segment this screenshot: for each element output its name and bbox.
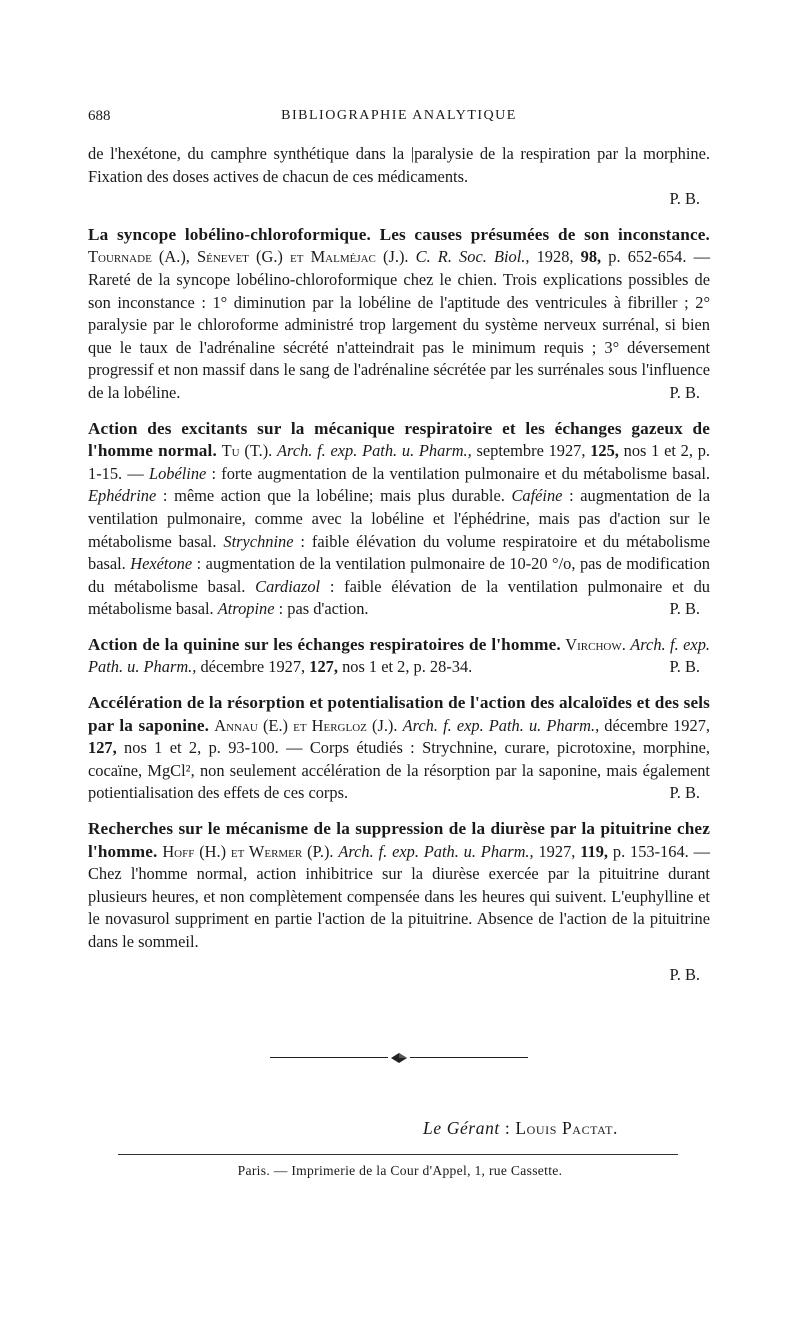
printer-imprint: Paris. — Imprimerie de la Cour d'Appel, 1, rue Cassette. [237,1163,563,1178]
bibliography-entry [88,224,710,405]
entry-date: décembre 1927, [604,715,710,735]
bibliography-entry [88,692,710,805]
ornament-line-left [270,1057,388,1058]
ornament-divider [270,1052,528,1064]
entry-pages: nos 1 et 2, p. 1-15. [88,441,710,483]
entry-year: 1928, [536,247,574,267]
entry-abstract: — Chez l'homme normal, action inhibitrice sur la diurèse exercée par la pituitrine durant plusieurs heures, et non complètement compensée dans les heures qui suivent. L'euphylline et le novasurol suppriment en partie l'action de la pituitrine. Absence de l'action de la pituitrine dans le sommeil. [88,841,710,951]
entry-pages: nos 1 et 2, p. 28-34. [342,657,473,677]
entry-signature: P. B. [669,599,700,619]
entry-authors: Hoff (H.) et Wermer (P.). [162,841,334,861]
page-header [88,108,710,128]
entry-signature: P. B. [669,382,700,402]
substance-name: Caféine [511,486,563,506]
bibliography-entry [88,818,710,986]
abstract-text: : forte augmentation de la ventilation pulmonaire et du métabolisme basal. [206,463,710,483]
entry-authors: Tu (T.). [221,441,273,461]
abstract-text: — [122,463,149,483]
page-number: 688 [88,108,111,124]
abstract-text: : faible élévation du volume respiratoire et du métabolisme basal. [88,531,710,574]
entry-journal: Arch. f. exp. Path. u. Pharm., [88,634,710,677]
footer-rule [118,1154,678,1155]
entry-authors: Annau (E.) et Hergloz (J.). [214,715,398,735]
gerant-separator: : [499,1118,516,1138]
abstract-text: : augmentation de la ventilation pulmonaire, comme avec la lobéline et l'éphédrine, mais pas d'action sur le métabolisme basal. [88,486,710,551]
diamond-ornament-icon [390,1052,408,1064]
bibliography-body [88,143,710,986]
ornament-line-right [410,1057,528,1058]
entry-volume: 125, [590,441,619,461]
substance-name: Strychnine [223,531,294,551]
entry-volume: 119, [580,841,609,861]
gerant-signature [423,1118,618,1139]
entry-pages: p. 153-164. [612,841,689,861]
entry-journal: C. R. Soc. Biol., [415,247,530,267]
entry-text: de l'hexétone, du camphre synthétique dans la |paralysie de la respiration par la morphine. Fixation des doses actives de chacun de ces médicaments. [88,144,710,186]
entry-abstract: — Rareté de la syncope lobélino-chloroformique chez le chien. Trois explications possibles de son inconstance : 1° diminution par la lobéline de l'aptitude des ventricules à fibriller ; 2° paralysie par le chloroforme administré trop largement du système nerveux surrénal, si bien que le taux de l'adrénaline sécrété n'atteindrait pas le minimum requis ; 3° déversement progressif et non massif dans le sang de l'adrénaline sécrétée par les surrénales sous l'influence de la lobéline. [88,247,710,402]
entry-title: Recherches sur le mécanisme de la suppression de la diurèse par la pituitrine chez l'homme. [88,819,710,861]
entry-signature: P. B. [669,189,700,209]
entry-title: La syncope lobélino-chloroformique. Les causes présumées de son inconstance. [88,224,710,244]
entry-volume: 127, [88,738,117,758]
entry-signature: P. B. [669,783,700,803]
entry-journal: Arch. f. exp. Path. u. Pharm., [277,441,472,461]
entry-year: 1927, [538,841,576,861]
entry-date: septembre 1927, [476,441,586,461]
entry-title: Action des excitants sur la mécanique respiratoire et les échanges gazeux de l'homme normal. [88,418,710,461]
entry-signature: P. B. [669,657,700,677]
entry-journal: Arch. f. exp. Path. u. Pharm., [338,841,534,861]
entry-journal: Arch. f. exp. Path. u. Pharm., [402,715,600,735]
substance-name: Ephédrine [88,486,157,506]
entry-volume: 98, [580,247,602,267]
abstract-text: : même action que la lobéline; mais plus durable. [156,486,512,506]
entry-volume: 127, [309,657,338,677]
entry-date: décembre 1927, [200,657,306,677]
substance-name: Atropine [217,599,275,619]
entry-abstract [88,464,710,619]
entry-authors: Tournade (A.), Sénevet (G.) et Malméjac (J.). [88,247,409,267]
entry-title: Action de la quinine sur les échanges respiratoires de l'homme. [88,634,561,654]
substance-name: Lobéline [148,463,207,483]
entry-pages: p. 652-654. [608,247,687,267]
substance-name: Hexétone [130,554,193,574]
gerant-label: Le Gérant [423,1118,500,1138]
entry-continuation [88,143,710,211]
abstract-text: : pas d'action. [274,599,369,619]
entry-title: Accélération de la résorption et potentialisation de l'action des alcaloïdes et des sels par la saponine. [88,693,710,735]
substance-name: Cardiazol [255,576,321,596]
entry-abstract: — Corps étudiés : Strychnine, curare, picrotoxine, morphine, cocaïne, MgCl², non seulement accélération de la résorption par la saponine, mais également potientialisation des effets de ces corps. [88,738,710,803]
gerant-name: Louis Pactat. [515,1118,618,1138]
entry-pages: nos 1 et 2, p. 93-100. [124,738,279,758]
abstract-text: : faible élévation de la ventilation pulmonaire et du métabolisme basal. [88,576,710,619]
bibliography-entry [88,418,710,621]
entry-signature: P. B. [669,964,700,984]
bibliography-entry [88,634,710,679]
abstract-text: : augmentation de la ventilation pulmonaire de 10-20 °/o, pas de modification du métabolisme basal. [88,554,710,596]
entry-authors: Virchow. [565,634,626,654]
running-title: BIBLIOGRAPHIE ANALYTIQUE [281,108,517,123]
